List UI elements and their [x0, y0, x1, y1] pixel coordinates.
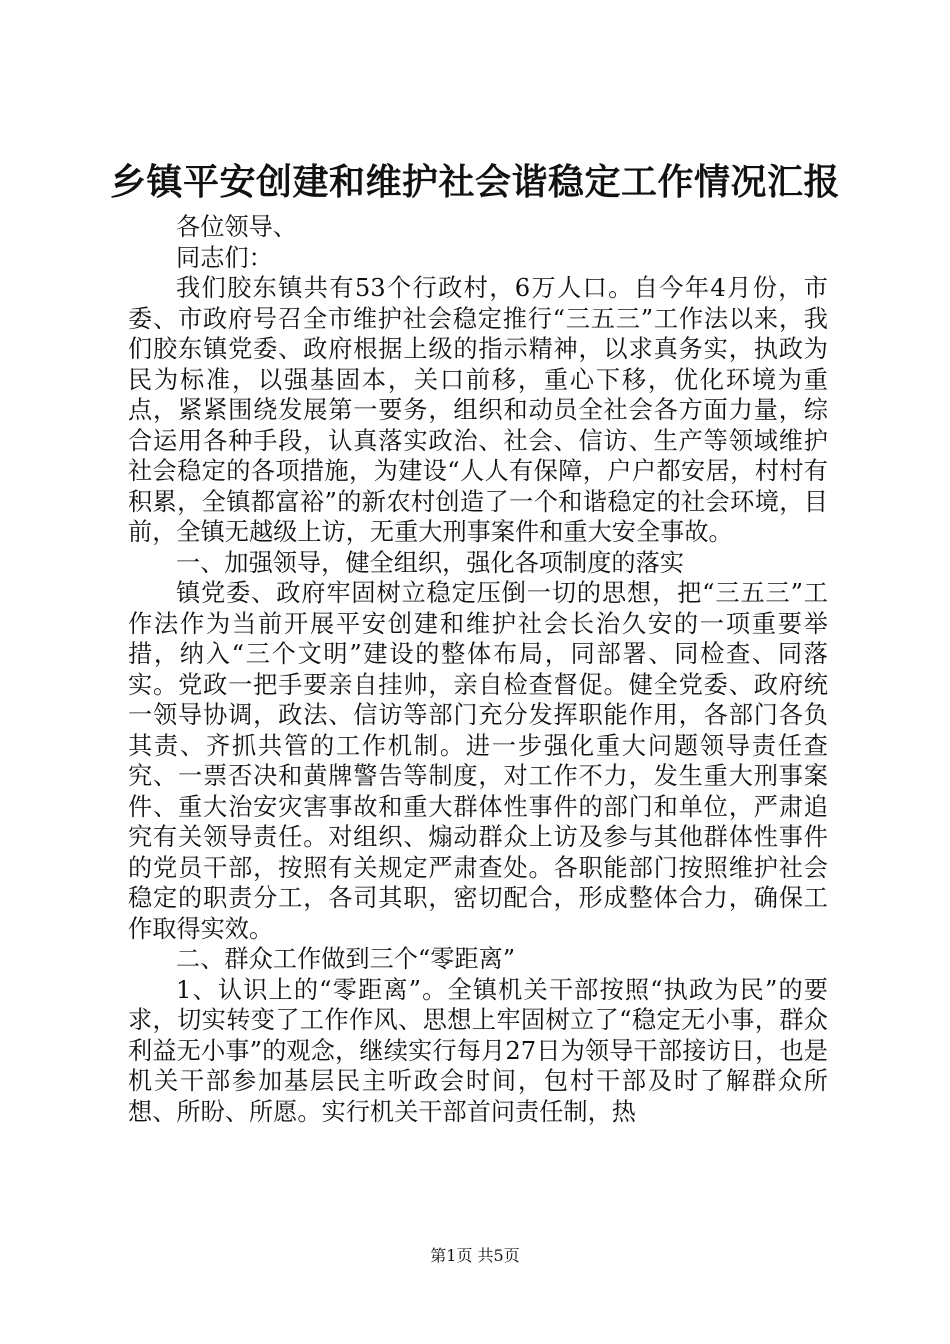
paragraph-intro: 我们胶东镇共有53个行政村，6万人口。自今年4月份，市委、市政府号召全市维护社会稳定推行“三五三”工作法以来，我们胶东镇党委、政府根据上级的指示精神，以求真务实，执政为民为标准，以强基固本，关口前移，重心下移，优化环境为重点，紧紧围绕发展第一要务，组织和动员全社会各方面力量，综合运用各种手段，认真落实政治、社会、信访、生产等领域维护社会稳定的各项措施，为建设“人人有保障，户户都安居，村村有积累，全镇都富裕”的新农村创造了一个和谐稳定的社会环境，目前，全镇无越级上访，无重大刑事案件和重大安全事故。	[128, 274, 828, 546]
section-heading-2: 二、群众工作做到三个“零距离”	[176, 945, 516, 973]
section-heading-1: 一、加强领导，健全组织，强化各项制度的落实	[176, 548, 684, 577]
document-body	[128, 212, 828, 1127]
paragraph-leadership: 镇党委、政府牢固树立稳定压倒一切的思想，把“三五三”工作法作为当前开展平安创建和维护社会长治久安的一项重要举措，纳入“三个文明”建设的整体布局，同部署、同检查、同落实。党政一把手要亲自挂帅，亲自检查督促。健全党委、政府统一领导协调，政法、信访等部门充分发挥职能作用，各部门各负其责、齐抓共管的工作机制。进一步强化重大问题领导责任查究、一票否决和黄牌警告等制度，对工作不力，发生重大刑事案件、重大治安灾害事故和重大群体性事件的部门和单位，严肃追究有关领导责任。对组织、煽动群众上访及参与其他群体性事件的党员干部，按照有关规定严肃查处。各职能部门按照维护社会稳定的职责分工，各司其职，密切配合，形成整体合力，确保工作取得实效。	[128, 579, 828, 943]
page-footer: 第1页 共5页	[430, 1246, 520, 1265]
document-title: 乡镇平安创建和维护社会谐稳定工作情况汇报	[109, 161, 840, 203]
paragraph-zero-distance: 1、认识上的“零距离”。全镇机关干部按照“执政为民”的要求，切实转变了工作作风、思想上牢固树立了“稳定无小事，群众利益无小事”的观念，继续实行每月27日为领导干部接访日，也是机关干部参加基层民主听政会时间，包村干部及时了解群众所想、所盼、所愿。实行机关干部首问责任制，热	[128, 975, 828, 1126]
salutation-line-2: 同志们：	[176, 243, 273, 272]
salutation-line-1: 各位领导、	[176, 213, 297, 241]
